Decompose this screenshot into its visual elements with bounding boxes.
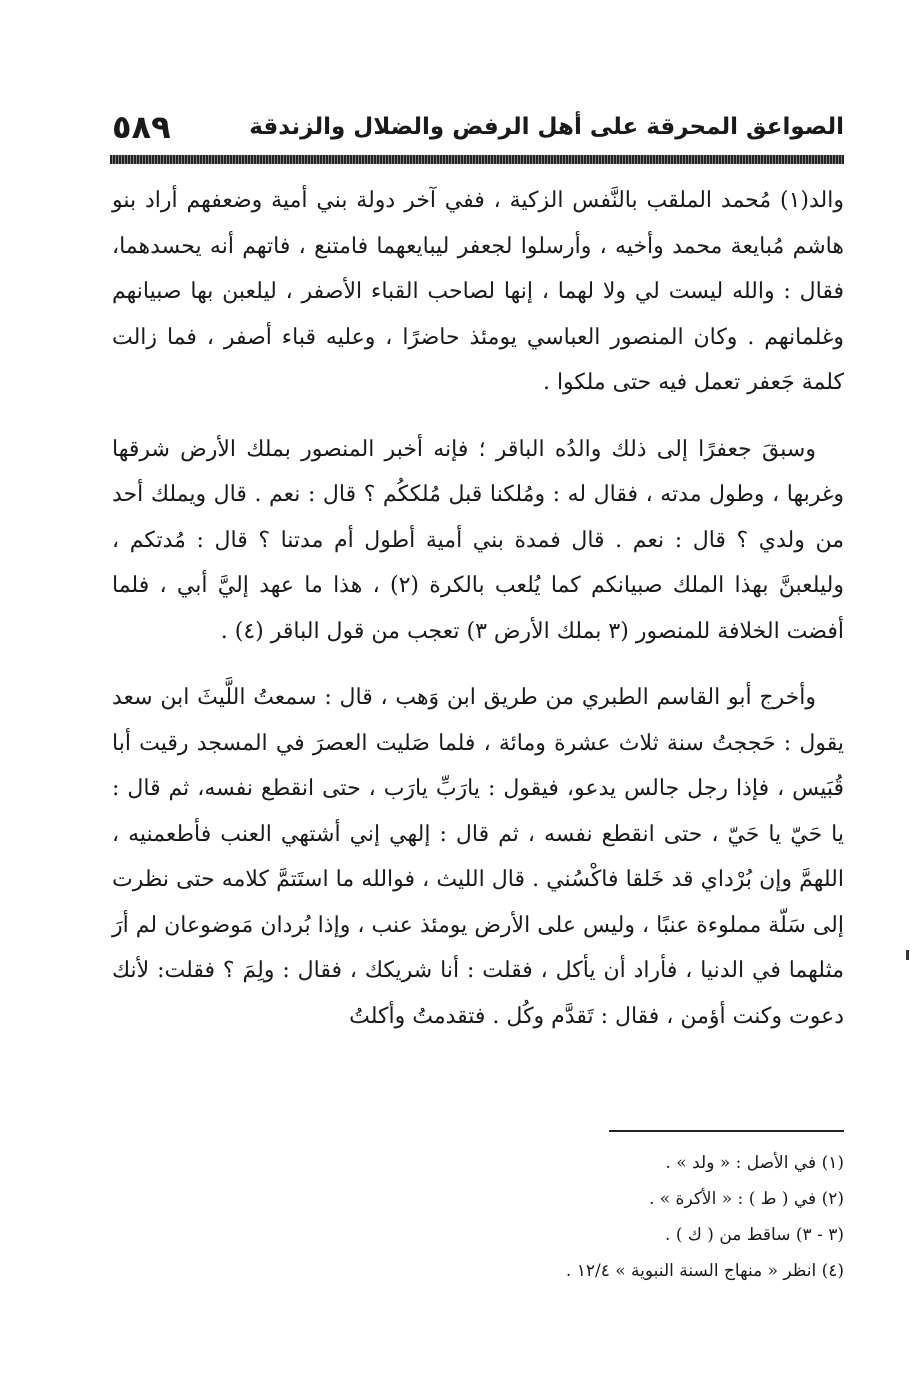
header-rule <box>110 155 844 164</box>
footnote-2: (٢) في ( ط ) : « الأكرة » . <box>648 1189 844 1209</box>
footnote-3: (٣ - ٣) ساقط من ( ك ) . <box>665 1225 844 1245</box>
main-text <box>112 178 844 1060</box>
page-number: ٥٨٩ <box>112 108 171 146</box>
footnote-separator <box>609 1130 844 1132</box>
paragraph-2: وسبقَ جعفرًا إلى ذلك والدُه الباقر ؛ فإنه أخبر المنصور بملك الأرض شرقها وغربها ، وطول مدته ، فقال له : ومُلكنا قبل مُلككُم ؟ قال : نعم . قال ويملك أحد من ولدي ؟ قال : نعم . قال فمدة بني أمية أطول أم مدتنا ؟ قال : مُدتكم ، وليلعبنَّ بهذا الملك صبيانكم كما يُلعب بالكرة (٢) ، هذا ما عهد إليَّ أبي ، فلما أفضت الخلافة للمنصور (٣ بملك الأرض ٣) تعجب من قول الباقر (٤) . <box>112 436 844 644</box>
page-header <box>112 108 844 148</box>
footnote-1: (١) في الأصل : « ولد » . <box>665 1153 844 1173</box>
running-title: الصواعق المحرقة على أهل الرفض والضلال والزندقة <box>249 114 844 140</box>
paragraph-1: والد(١) مُحمد الملقب بالنَّفس الزكية ، ففي آخر دولة بني أمية وضعفهم أراد بنو هاشم مُبايعة محمد وأخيه ، وأرسلوا لجعفر ليبايعهما فامتنع ، فاتهم أنه يحسدهما، فقال : والله ليست لي ولا لهما ، إنها لصاحب القباء الأصفر ، ليلعبن بها صبيانهم وغلمانهم . وكان المنصور العباسي يومئذ حاضرًا ، وعليه قباء أصفر ، فما زالت كلمة جَعفر تعمل فيه حتى ملكوا . <box>112 188 844 395</box>
margin-mark <box>906 950 909 960</box>
footnotes <box>112 1145 844 1289</box>
footnote-4: (٤) انظر « منهاج السنة النبوية » ١٢/٤ . <box>565 1261 844 1281</box>
paragraph-3: وأخرج أبو القاسم الطبري من طريق ابن وَهب ، قال : سمعتُ اللَّيثَ ابن سعد يقول : حَججتُ سنة ثلاث عشرة ومائة ، فلما صَليت العصرَ في المسجد رقيت أبا قُبَيس ، فإذا رجل جالس يدعو، فيقول : يارَبِّ يارَب ، حتى انقطع نفسه، ثم قال : يا حَيّ يا حَيّ ، حتى انقطع نفسه ، ثم قال : إلهي إني أشتهي العنب فأطعمنيه ، اللهمَّ وإن بُرْداي قد خَلقا فاكْسُني . قال الليث ، فوالله ما استَتمَّ كلامه حتى نظرت إلى سَلّة مملوءة عنبًا ، وليس على الأرض يومئذ عنب ، وإذا بُردان مَوضوعان لم أرَ مثلهما في الدنيا ، فأراد أن يأكل ، فقلت : أنا شريكك ، فقال : ولِمَ ؟ فقلت: لأنك دعوت وكنت أؤمن ، فقال : تَقدَّم وكُل . فتقدمتُ وأكلتُ <box>112 685 844 1029</box>
